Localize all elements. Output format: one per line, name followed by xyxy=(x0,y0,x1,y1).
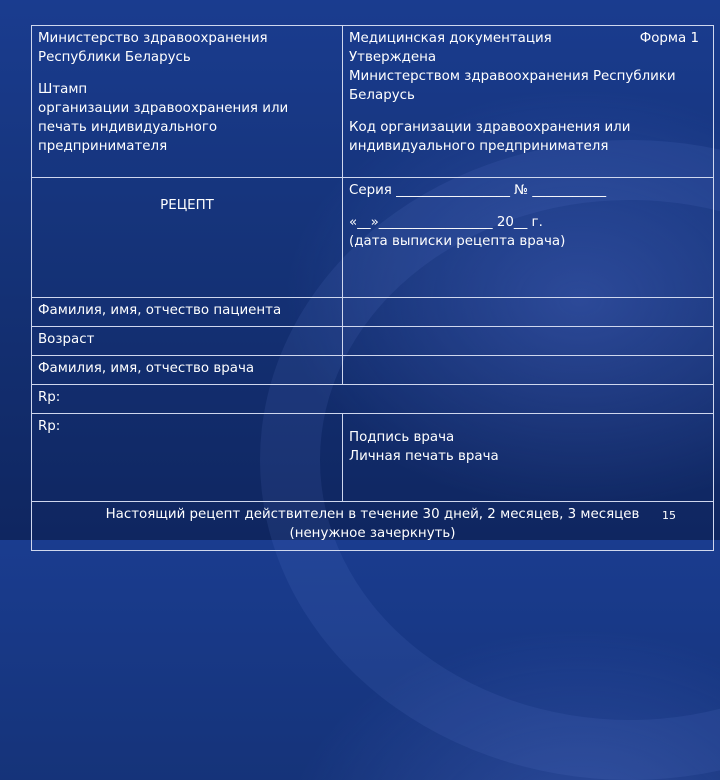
code-line-2: индивидуального предпринимателя xyxy=(349,139,609,154)
age-label: Возраст xyxy=(32,327,343,356)
patient-name-label: Фамилия, имя, отчество пациента xyxy=(32,298,343,327)
ministry-line-2: Республики Беларусь xyxy=(38,50,191,65)
validity-cell xyxy=(32,502,714,551)
stamp-line-1: Штамп xyxy=(38,82,88,97)
doctor-signature: Подпись врача xyxy=(349,430,455,445)
stamp-line-3: печать индивидуального xyxy=(38,120,218,135)
issuer-cell xyxy=(32,26,343,178)
recipe-title-cell xyxy=(32,178,343,298)
stamp-line-4: предпринимателя xyxy=(38,139,168,154)
doctor-name-value xyxy=(343,356,714,385)
signature-cell xyxy=(343,414,714,502)
approved-line-1: Утверждена xyxy=(349,50,437,65)
age-row xyxy=(32,327,714,356)
patient-name-value xyxy=(343,298,714,327)
form-number: Форма 1 xyxy=(639,31,699,46)
header-row xyxy=(32,26,714,178)
approved-line-2: Министерством здравоохранения Республики xyxy=(349,69,676,84)
date-line: «__»_________________ 20__ г. xyxy=(349,215,543,230)
med-doc-label: Медицинская документация xyxy=(349,31,552,46)
validity-text: Настоящий рецепт действителен в течение 30 дней, 2 месяцев, 3 месяцев xyxy=(105,507,640,522)
date-caption: (дата выписки рецепта врача) xyxy=(349,234,566,249)
patient-name-row xyxy=(32,298,714,327)
recipe-title: РЕЦЕПТ xyxy=(160,198,214,213)
rp-row-2 xyxy=(32,414,714,502)
rp-label-2: Rp: xyxy=(32,414,343,502)
spacer xyxy=(349,105,707,118)
spacer xyxy=(349,200,707,213)
series-cell xyxy=(343,178,714,298)
series-number-line: Серия _________________ № ___________ xyxy=(349,183,607,198)
doctor-seal: Личная печать врача xyxy=(349,449,499,464)
rp-row-1 xyxy=(32,385,714,414)
spacer xyxy=(38,67,336,80)
code-line-1: Код организации здравоохранения или xyxy=(349,120,631,135)
series-row xyxy=(32,178,714,298)
doctor-name-row xyxy=(32,356,714,385)
ministry-line-1: Министерство здравоохранения xyxy=(38,31,268,46)
med-doc-line xyxy=(349,29,707,48)
validity-row xyxy=(32,502,714,551)
page-number: 15 xyxy=(662,509,676,522)
approved-line-3: Беларусь xyxy=(349,88,415,103)
validity-note: (ненужное зачеркнуть) xyxy=(289,526,456,541)
age-value xyxy=(343,327,714,356)
prescription-form xyxy=(31,25,714,551)
doctor-name-label: Фамилия, имя, отчество врача xyxy=(32,356,343,385)
stamp-line-2: организации здравоохранения или xyxy=(38,101,289,116)
form-info-cell xyxy=(343,26,714,178)
rp-label-1: Rp: xyxy=(32,385,714,414)
